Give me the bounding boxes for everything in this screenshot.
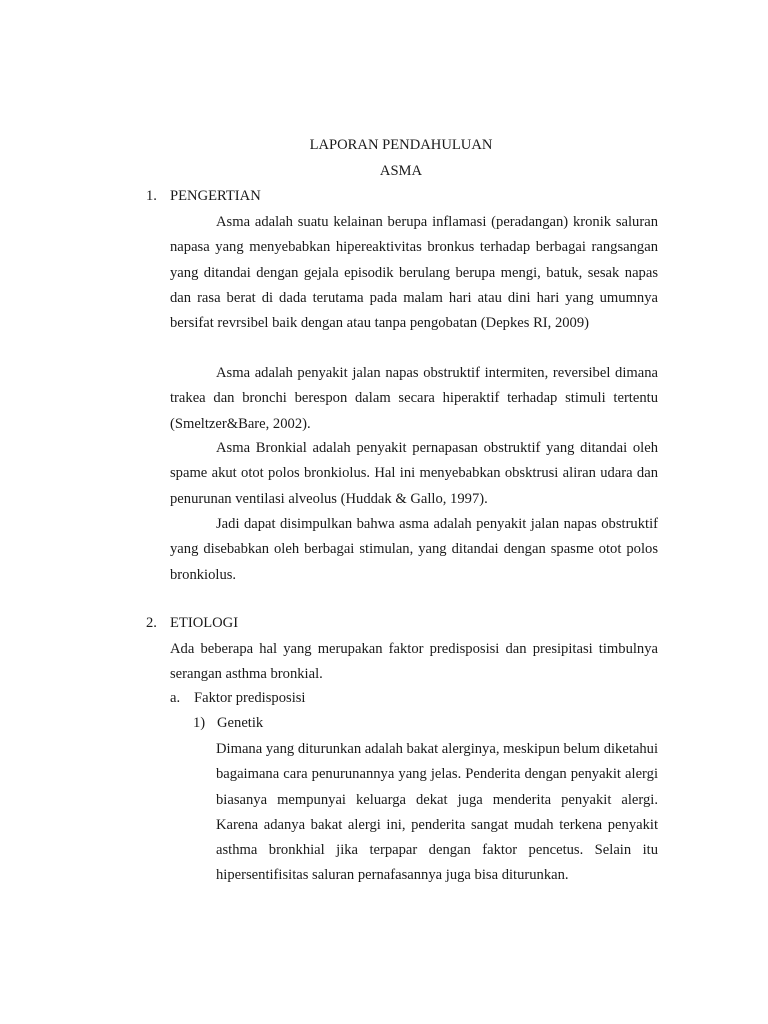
paragraph-genetik: Dimana yang diturunkan adalah bakat alerginya, meskipun belum diketahui bagaimana cara penurunannya yang jelas. Penderita dengan penyakit alergi biasanya mempunyai keluarga dekat juga menderita penyakit alergi. Karena adanya bakat alergi ini, penderita sangat mudah terkena penyakit asthma bronkhial jika terpapar dengan faktor pencetus. Selain itu hipersentifisitas saluran pernafasannya juga bisa diturunkan.: [216, 741, 658, 884]
section-heading-pengertian: [146, 188, 261, 205]
section-number: 1.: [146, 188, 157, 204]
list-item-genetik: [193, 715, 263, 732]
document-title: LAPORAN PENDAHULUAN: [309, 137, 493, 153]
list-marker: a.: [170, 690, 181, 706]
document-subtitle: ASMA: [379, 163, 423, 179]
list-marker: 1): [193, 715, 206, 731]
list-label: Genetik: [217, 715, 264, 731]
list-item-faktor-predisposisi: [170, 690, 305, 707]
section-heading-etiologi: [146, 615, 238, 632]
paragraph-definition-smeltzer: Asma adalah penyakit jalan napas obstruktif intermiten, reversibel dimana trakea dan bronchi berespon dalam secara hiperaktif terhadap stimuli tertentu (Smeltzer&Bare, 2002).: [170, 365, 658, 432]
section-title: PENGERTIAN: [170, 188, 261, 204]
paragraph-conclusion: Jadi dapat disimpulkan bahwa asma adalah penyakit jalan napas obstruktif yang disebabkan oleh berbagai stimulan, yang ditandai dengan spasme otot polos bronkiolus.: [170, 516, 658, 583]
paragraph-definition-huddak: Asma Bronkial adalah penyakit pernapasan obstruktif yang ditandai oleh spame akut otot polos bronkiolus. Hal ini menyebabkan obsktrusi aliran udara dan penurunan ventilasi alveolus (Huddak & Gallo, 1997).: [170, 440, 658, 507]
section-title: ETIOLOGI: [170, 615, 239, 631]
list-label: Faktor predisposisi: [194, 690, 306, 706]
section-number: 2.: [146, 615, 157, 631]
paragraph-etiologi-intro: Ada beberapa hal yang merupakan faktor predisposisi dan presipitasi timbulnya serangan asthma bronkial.: [170, 641, 658, 683]
paragraph-definition-depkes: Asma adalah suatu kelainan berupa inflamasi (peradangan) kronik saluran napasa yang menyebabkan hipereaktivitas bronkus terhadap berbagai rangsangan yang ditandai dengan gejala episodik berulang berupa mengi, batuk, sesak napas dan rasa berat di dada terutama pada malam hari atau dini hari yang umumnya bersifat revrsibel baik dengan atau tanpa pengobatan (Depkes RI, 2009): [170, 214, 658, 332]
